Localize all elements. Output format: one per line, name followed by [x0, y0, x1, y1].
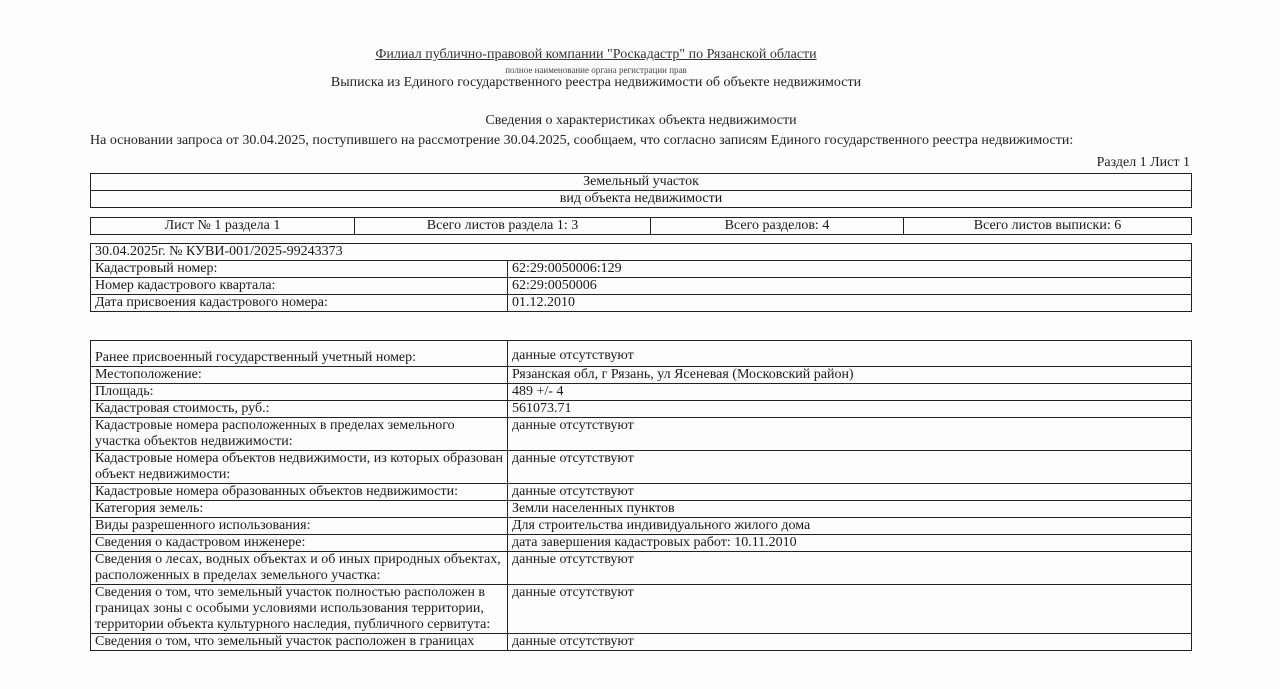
table-row	[91, 585, 1192, 634]
row-label: Дата присвоения кадастрового номера:	[91, 295, 508, 312]
total-sheets-extract: Всего листов выписки: 6	[904, 218, 1192, 235]
table-row	[91, 451, 1192, 484]
row-label: Сведения о том, что земельный участок расположен в границах	[91, 634, 508, 651]
table-row	[91, 552, 1192, 585]
row-label: Кадастровые номера расположенных в пределах земельного участка объектов недвижимости:	[91, 418, 508, 451]
assignment-date: 01.12.2010	[508, 295, 1192, 312]
row-value: данные отсутствуют	[508, 552, 1192, 585]
row-value: данные отсутствуют	[508, 418, 1192, 451]
row-label: Сведения о лесах, водных объектах и об иных природных объектах, расположенных в пределах земельного участка:	[91, 552, 508, 585]
row-label: Ранее присвоенный государственный учетный номер:	[91, 341, 508, 367]
permitted-use: Для строительства индивидуального жилого дома	[508, 518, 1192, 535]
cadastral-main-table	[90, 243, 1192, 312]
table-row	[91, 341, 1192, 367]
total-sections: Всего разделов: 4	[651, 218, 904, 235]
row-value: данные отсутствуют	[508, 341, 1192, 367]
table-row	[91, 401, 1192, 418]
row-value: данные отсутствуют	[508, 634, 1192, 651]
table-row	[91, 535, 1192, 552]
table-row	[91, 501, 1192, 518]
location-value: Рязанская обл, г Рязань, ул Ясеневая (Московский район)	[508, 367, 1192, 384]
row-value: данные отсутствуют	[508, 585, 1192, 634]
row-label: Кадастровые номера образованных объектов недвижимости:	[91, 484, 508, 501]
request-reference: 30.04.2025г. № КУВИ-001/2025-99243373	[91, 244, 1192, 261]
row-label: Сведения о кадастровом инженере:	[91, 535, 508, 552]
cadastral-number: 62:29:0050006:129	[508, 261, 1192, 278]
cadastral-value: 561073.71	[508, 401, 1192, 418]
table-row	[91, 484, 1192, 501]
section-title: Сведения о характеристиках объекта недвижимости	[485, 113, 797, 128]
table-row	[91, 261, 1192, 278]
document-title: Выписка из Единого государственного реестра недвижимости об объекте недвижимости	[330, 75, 862, 90]
row-label: Площадь:	[91, 384, 508, 401]
row-label: Сведения о том, что земельный участок полностью расположен в границах зоны с особыми условиями использования территории, территории объекта культурного наследия, публичного сервитута:	[91, 585, 508, 634]
area-value: 489 +/- 4	[508, 384, 1192, 401]
row-label: Категория земель:	[91, 501, 508, 518]
intro-text: На основании запроса от 30.04.2025, поступившего на рассмотрение 30.04.2025, сообщаем, что согласно записям Единого государственного реестра недвижимости:	[90, 133, 1074, 148]
row-label: Виды разрешенного использования:	[91, 518, 508, 535]
table-row	[91, 634, 1192, 651]
object-type-caption: вид объекта недвижимости	[91, 191, 1192, 208]
row-label: Местоположение:	[91, 367, 508, 384]
sheet-number: Лист № 1 раздела 1	[91, 218, 355, 235]
cadastral-quarter: 62:29:0050006	[508, 278, 1192, 295]
land-category: Земли населенных пунктов	[508, 501, 1192, 518]
organization-name: Филиал публично-правовой компании "Роскадастр" по Рязанской области	[375, 47, 817, 62]
total-sheets-section: Всего листов раздела 1: 3	[355, 218, 651, 235]
row-label: Кадастровая стоимость, руб.:	[91, 401, 508, 418]
table-row	[91, 384, 1192, 401]
table-row	[91, 418, 1192, 451]
table-row	[91, 295, 1192, 312]
details-table	[90, 340, 1192, 651]
row-label: Кадастровый номер:	[91, 261, 508, 278]
object-type-table	[90, 173, 1192, 208]
engineer-info: дата завершения кадастровых работ: 10.11.2010	[508, 535, 1192, 552]
row-value: данные отсутствуют	[508, 451, 1192, 484]
row-value: данные отсутствуют	[508, 484, 1192, 501]
section-reference: Раздел 1 Лист 1	[1096, 155, 1190, 170]
organization-caption: полное наименование органа регистрации прав	[505, 65, 687, 75]
row-label: Номер кадастрового квартала:	[91, 278, 508, 295]
table-row	[91, 278, 1192, 295]
row-label: Кадастровые номера объектов недвижимости, из которых образован объект недвижимости:	[91, 451, 508, 484]
object-type: Земельный участок	[91, 174, 1192, 191]
table-row	[91, 518, 1192, 535]
sheets-table	[90, 217, 1192, 235]
table-row	[91, 367, 1192, 384]
